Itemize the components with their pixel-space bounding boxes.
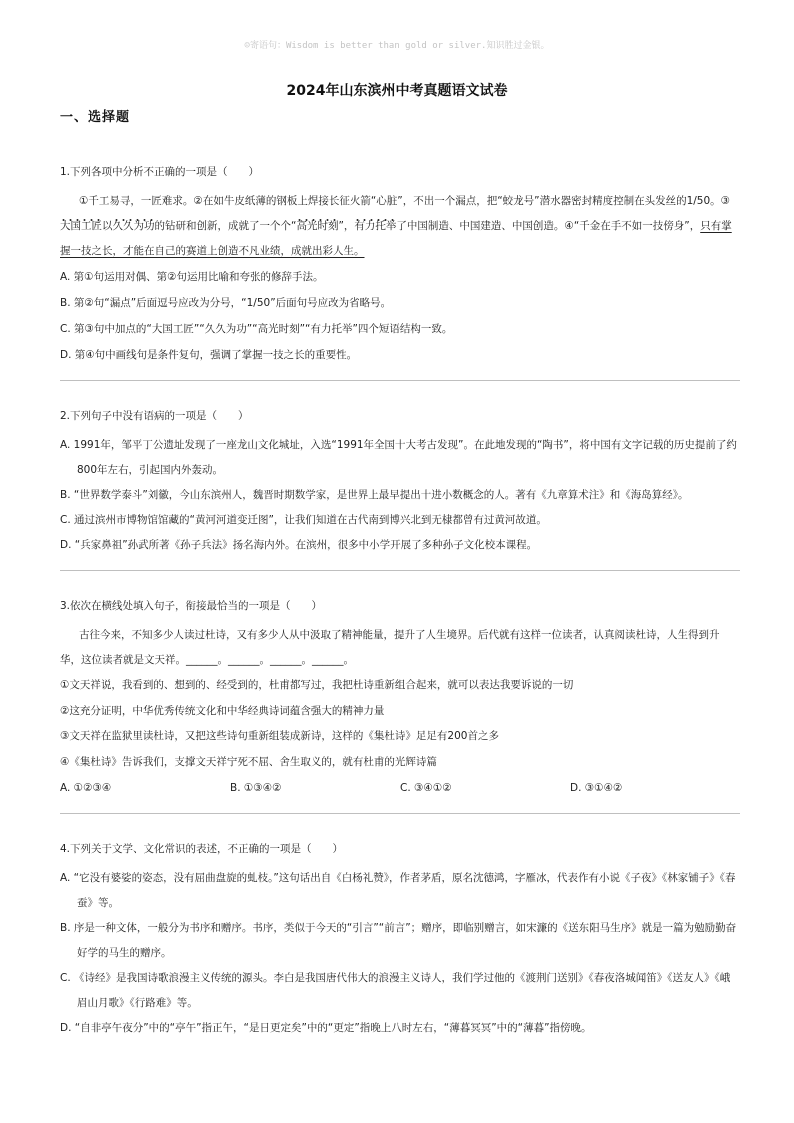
option-c[interactable]: C. 通过滨州市博物馆馆藏的“黄河河道变迁图”，让我们知道在古代南到博兴北到无棣都曾有过黄河故道。 (60, 514, 547, 526)
passage-text: ”， (338, 220, 355, 232)
page-title: 2024年山东滨州中考真题语文试卷 (286, 83, 508, 99)
option-a[interactable]: A. “它没有婆娑的姿态，没有屈曲盘旋的虬枝。”这句话出自《白杨礼赞》，作者茅盾，原名沈德鸿，字雁冰，代表作有小说《子夜》《林家铺子》《春蚕》等。 (60, 872, 736, 909)
sentence-item: ④《集杜诗》告诉我们，支撑文天祥宁死不屈、舍生取义的，就有杜甫的光辉诗篇 (60, 755, 437, 768)
underlined-sentence: 只有掌握一技之长，才能在自己的赛道上创造不凡业绩，成就出彩人生。 (60, 220, 732, 257)
sentence-item: ③文天祥在监狱里读杜诗，又把这些诗句重新组装成新诗，这样的《集杜诗》足足有200首之多 (60, 730, 499, 742)
option-b[interactable]: B. 序是一种文体，一般分为书序和赠序。书序，类似于今天的“引言”“前言”；赠序，即临别赠言，如宋濂的《送东阳马生序》就是一篇为勉励勤奋好学的马生的赠序。 (60, 922, 737, 959)
question-2 (60, 409, 740, 558)
option-d[interactable]: D. ③①④② (570, 782, 623, 794)
option-b[interactable]: B. “世界数学泰斗”刘徽，今山东滨州人，魏晋时期数学家，是世界上最早提出十进小数概念的人。著有《九章算术注》和《海岛算经》。 (60, 489, 689, 501)
option-row (60, 775, 740, 801)
question-4 (60, 842, 740, 1041)
option-d[interactable]: D. “兵家鼻祖”孙武所著《孙子兵法》扬名海内外。在滨州，很多中小学开展了多种孙子文化校本课程。 (60, 539, 538, 551)
section-heading: 一、选择题 (60, 110, 131, 125)
option-a[interactable]: A. 第①句运用对偶、第②句运用比喻和夸张的修辞手法。 (60, 271, 324, 283)
passage-text: 了中国制造、中国建造、中国创造。④“千金在手不 (396, 220, 632, 232)
option-b[interactable]: B. 第②句“漏点”后面逗号应改为分号，“1/50”后面句号应改为省略号。 (60, 297, 392, 309)
passage-text: 如一技傍身”， (631, 220, 701, 232)
option-d[interactable]: D. 第④句中画线句是条件复句，强调了掌握一技之长的重要性。 (60, 349, 358, 361)
option-c[interactable]: C. 第③句中加点的“大国工匠”“久久为功”“高光时刻”“有力托举”四个短语结构一致。 (60, 323, 453, 335)
question-3 (60, 599, 740, 801)
question-list (60, 165, 740, 1041)
option-d[interactable]: D. “自非亭午夜分”中的“亭午”指正午，“是日更定矣”中的“更定”指晚上八时左右，“薄暮冥冥”中的“薄暮”指傍晚。 (60, 1022, 592, 1034)
question-stem: 1.下列各项中分析不正确的一项是（ ） (60, 166, 260, 178)
question-stem: 2.下列句子中没有语病的一项是（ ） (60, 410, 249, 422)
question-stem: 3.依次在横线处填入句子，衔接最恰当的一项是（ ） (60, 600, 323, 612)
dotted-phrase: 有力托举 (354, 220, 397, 232)
passage-text: ①千工易寻，一匠难求。②在如牛皮纸薄的钢板上焊接长征火箭“心脏”，不出一个漏点，把“蛟龙号”潜水器密封精度控制在头发丝 (79, 195, 677, 207)
question-1 (60, 165, 740, 368)
sentence-item: ①文天祥说，我看到的、想到的、经受到的，杜甫都写过，我把杜诗重新组合起来，就可以表达我要诉说的一切 (60, 679, 574, 691)
option-b[interactable]: B. ①③④② (230, 782, 282, 794)
question-passage (60, 189, 740, 264)
question-stem: 4.下列关于文学、文化常识的表述，不正确的一项是（ ） (60, 843, 344, 855)
passage-text: 的1/50。③ (676, 195, 731, 207)
question-passage: 古往今来，不知多少人读过杜诗，又有多少人从中汲取了精神能量，提升了人生境界。后代就有这样一位读者，认真阅读杜诗，人生得到升华，这位读者就是文天祥。______。______。______。______。 (60, 629, 720, 666)
dotted-phrase: 高光时刻 (296, 220, 339, 232)
sentence-item: ②这充分证明，中华优秀传统文化和中华经典诗词蕴含强大的精神力量 (60, 704, 385, 717)
option-a[interactable]: A. ①②③④ (60, 782, 112, 794)
passage-text: 以 (102, 220, 113, 232)
option-a[interactable]: A. 1991年，邹平丁公遗址发现了一座龙山文化城址，入选“1991年全国十大考古发现”。在此地发现的“陶书”，将中国有文字记载的历史提前了约800年左右，引起国内外轰动。 (60, 439, 737, 476)
option-c[interactable]: C. 《诗经》是我国诗歌浪漫主义传统的源头。李白是我国唐代伟大的浪漫主义诗人，我们学过他的《渡荆门送别》《春夜洛城闻笛》《送友人》《峨眉山月歌》《行路难》等。 (60, 972, 731, 1009)
passage-text: 的钻研和创新，成就了一个个“ (154, 220, 297, 232)
dotted-phrase: 久久为功 (112, 220, 155, 232)
option-c[interactable]: C. ③④①② (400, 782, 452, 794)
watermark: ☺寄语句：Wisdom is better than gold or silver.知识胜过金银。 (244, 41, 550, 51)
dotted-phrase: 大国工匠 (60, 220, 102, 232)
